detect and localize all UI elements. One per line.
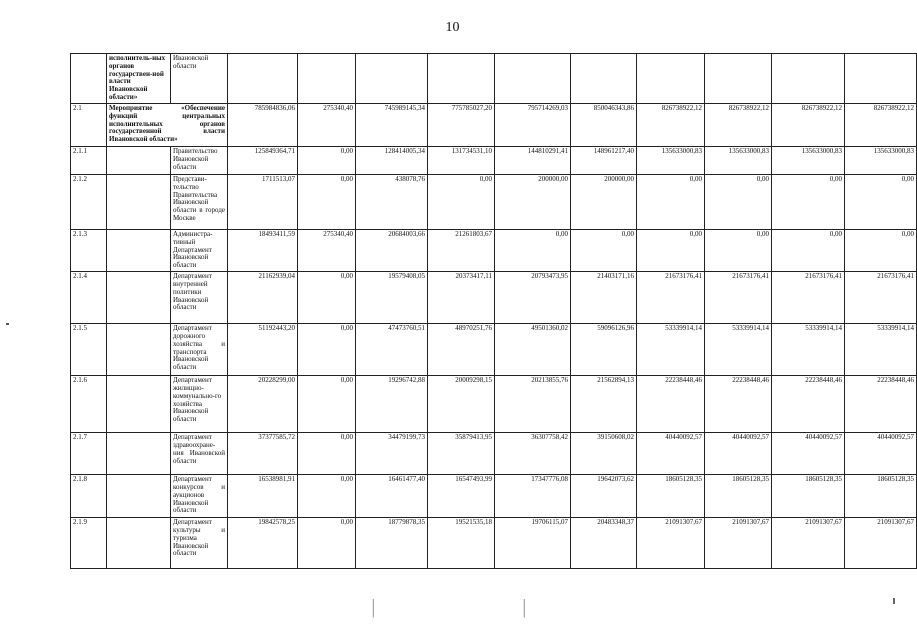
amount-cell: 20793473,95	[495, 272, 571, 324]
row-index: 2.1.5	[71, 324, 107, 376]
amount-cell: 0,00	[428, 175, 495, 230]
amount-cell: 826738922,12	[772, 104, 845, 147]
amount-cell: 745989145,34	[356, 104, 428, 147]
row-executor: Департамент внутренней политики Ивановской области	[171, 272, 228, 324]
amount-cell: 0,00	[298, 433, 356, 475]
amount-cell: 21091307,67	[845, 518, 917, 569]
budget-table	[70, 53, 917, 569]
row-executor: Ивановской области	[171, 54, 228, 104]
table-row	[71, 324, 917, 376]
row-index: 2.1.4	[71, 272, 107, 324]
amount-cell: 18605128,35	[705, 475, 772, 518]
amount-cell: 53339914,14	[772, 324, 845, 376]
row-description	[107, 147, 171, 175]
amount-cell: 22238448,46	[772, 376, 845, 433]
row-executor: Представи-тельство Правительства Ивановской области в городе Москве	[171, 175, 228, 230]
amount-cell: 51192443,20	[228, 324, 298, 376]
amount-cell: 19842578,25	[228, 518, 298, 569]
amount-cell: 40440092,57	[845, 433, 917, 475]
amount-cell: 19521535,18	[428, 518, 495, 569]
pen-mark: |	[523, 596, 525, 618]
amount-cell: 39150608,02	[571, 433, 637, 475]
amount-cell	[705, 54, 772, 104]
amount-cell: 135633000,83	[772, 147, 845, 175]
amount-cell: 18605128,35	[772, 475, 845, 518]
table-row	[71, 175, 917, 230]
amount-cell: 48970251,76	[428, 324, 495, 376]
row-index: 2.1	[71, 104, 107, 147]
row-index: 2.1.7	[71, 433, 107, 475]
amount-cell: 22238448,46	[705, 376, 772, 433]
amount-cell: 21091307,67	[772, 518, 845, 569]
row-description	[107, 324, 171, 376]
amount-cell: 20213855,76	[495, 376, 571, 433]
amount-cell	[495, 54, 571, 104]
row-executor: Департамент культуры и туризма Ивановской области	[171, 518, 228, 569]
amount-cell: 21091307,67	[705, 518, 772, 569]
amount-cell: 438078,76	[356, 175, 428, 230]
row-executor: Администра-тивный Департамент Ивановской области	[171, 230, 228, 272]
amount-cell: 0,00	[298, 175, 356, 230]
amount-cell: 20684003,66	[356, 230, 428, 272]
amount-cell: 22238448,46	[637, 376, 705, 433]
amount-cell: 0,00	[637, 175, 705, 230]
row-description: Мероприятие «Обеспечение функций центральных исполнительных органов государственной власти Ивановской области»	[107, 104, 228, 147]
amount-cell: 128414005,34	[356, 147, 428, 175]
amount-cell: 0,00	[298, 475, 356, 518]
amount-cell	[637, 54, 705, 104]
amount-cell: 20373417,11	[428, 272, 495, 324]
amount-cell: 0,00	[772, 230, 845, 272]
amount-cell: 21673176,41	[637, 272, 705, 324]
amount-cell: 20228299,00	[228, 376, 298, 433]
row-index: 2.1.6	[71, 376, 107, 433]
amount-cell: 19296742,88	[356, 376, 428, 433]
amount-cell: 135633000,83	[705, 147, 772, 175]
amount-cell	[298, 54, 356, 104]
amount-cell: 21403171,16	[571, 272, 637, 324]
table-row	[71, 104, 917, 147]
amount-cell: 148961217,40	[571, 147, 637, 175]
row-index: 2.1.3	[71, 230, 107, 272]
amount-cell	[228, 54, 298, 104]
amount-cell: 0,00	[298, 272, 356, 324]
amount-cell: 35879413,95	[428, 433, 495, 475]
amount-cell: 21162939,04	[228, 272, 298, 324]
amount-cell: 275340,40	[298, 104, 356, 147]
amount-cell: 0,00	[571, 230, 637, 272]
row-index: 2.1.8	[71, 475, 107, 518]
amount-cell: 144810291,41	[495, 147, 571, 175]
amount-cell: 0,00	[298, 376, 356, 433]
table-row	[71, 518, 917, 569]
amount-cell: 0,00	[845, 175, 917, 230]
amount-cell: 18779878,35	[356, 518, 428, 569]
amount-cell: 826738922,12	[637, 104, 705, 147]
amount-cell: 49501360,02	[495, 324, 571, 376]
amount-cell: 200000,00	[495, 175, 571, 230]
amount-cell: 21673176,41	[845, 272, 917, 324]
amount-cell: 135633000,83	[637, 147, 705, 175]
amount-cell: 18605128,35	[845, 475, 917, 518]
amount-cell: 19706115,07	[495, 518, 571, 569]
amount-cell: 34479199,73	[356, 433, 428, 475]
scan-speck	[893, 598, 895, 604]
amount-cell: 21673176,41	[705, 272, 772, 324]
row-description	[107, 376, 171, 433]
amount-cell: 21261803,67	[428, 230, 495, 272]
amount-cell: 53339914,14	[705, 324, 772, 376]
row-executor: Департамент дорожного хозяйства и транспорта Ивановской области	[171, 324, 228, 376]
amount-cell: 40440092,57	[705, 433, 772, 475]
row-index: 2.1.9	[71, 518, 107, 569]
amount-cell: 16547493,99	[428, 475, 495, 518]
amount-cell: 826738922,12	[845, 104, 917, 147]
table-row	[71, 475, 917, 518]
row-description: исполнитель-ных органов государствен-ной власти Ивановской области»	[107, 54, 171, 104]
amount-cell: 0,00	[705, 230, 772, 272]
amount-cell: 18605128,35	[637, 475, 705, 518]
row-index: 2.1.1	[71, 147, 107, 175]
amount-cell: 0,00	[772, 175, 845, 230]
pen-mark: |	[372, 596, 374, 618]
amount-cell: 795714269,03	[495, 104, 571, 147]
table-row	[71, 376, 917, 433]
row-executor: Департамент здравоохране-ния Ивановской области	[171, 433, 228, 475]
amount-cell: 0,00	[495, 230, 571, 272]
amount-cell: 0,00	[298, 147, 356, 175]
scan-speck	[6, 323, 9, 325]
amount-cell: 16461477,40	[356, 475, 428, 518]
amount-cell: 0,00	[298, 324, 356, 376]
table-row	[71, 54, 917, 104]
amount-cell: 125849364,71	[228, 147, 298, 175]
amount-cell: 16538981,91	[228, 475, 298, 518]
amount-cell: 0,00	[845, 230, 917, 272]
amount-cell: 21673176,41	[772, 272, 845, 324]
table-row	[71, 230, 917, 272]
amount-cell: 21091307,67	[637, 518, 705, 569]
amount-cell: 775785027,20	[428, 104, 495, 147]
row-description	[107, 433, 171, 475]
amount-cell: 850046343,86	[571, 104, 637, 147]
table-row	[71, 272, 917, 324]
amount-cell: 20483348,37	[571, 518, 637, 569]
amount-cell: 200000,00	[571, 175, 637, 230]
amount-cell: 19642073,62	[571, 475, 637, 518]
amount-cell: 275340,40	[298, 230, 356, 272]
row-description	[107, 475, 171, 518]
row-description	[107, 272, 171, 324]
amount-cell: 17347776,08	[495, 475, 571, 518]
amount-cell: 131734531,10	[428, 147, 495, 175]
amount-cell: 36307758,42	[495, 433, 571, 475]
amount-cell	[772, 54, 845, 104]
row-description	[107, 518, 171, 569]
amount-cell: 22238448,46	[845, 376, 917, 433]
row-index: 2.1.2	[71, 175, 107, 230]
amount-cell: 135633000,83	[845, 147, 917, 175]
amount-cell: 20009298,15	[428, 376, 495, 433]
amount-cell: 53339914,14	[637, 324, 705, 376]
amount-cell	[356, 54, 428, 104]
amount-cell	[845, 54, 917, 104]
amount-cell: 47473760,51	[356, 324, 428, 376]
amount-cell: 37377585,72	[228, 433, 298, 475]
amount-cell: 18493411,59	[228, 230, 298, 272]
row-executor: Департамент жилищно-коммунально-го хозяйства Ивановской области	[171, 376, 228, 433]
amount-cell: 826738922,12	[705, 104, 772, 147]
table-body	[71, 54, 917, 569]
row-description	[107, 175, 171, 230]
amount-cell: 785984836,06	[228, 104, 298, 147]
row-executor: Департамент конкурсов и аукционов Ивановской области	[171, 475, 228, 518]
row-description	[107, 230, 171, 272]
table-row	[71, 147, 917, 175]
amount-cell	[428, 54, 495, 104]
amount-cell: 53339914,14	[845, 324, 917, 376]
amount-cell: 0,00	[705, 175, 772, 230]
amount-cell: 40440092,57	[637, 433, 705, 475]
amount-cell: 0,00	[298, 518, 356, 569]
amount-cell: 59096126,96	[571, 324, 637, 376]
row-executor: Правительство Ивановской области	[171, 147, 228, 175]
amount-cell: 21562894,13	[571, 376, 637, 433]
page-number: 10	[445, 20, 460, 35]
row-index	[71, 54, 107, 104]
amount-cell: 40440092,57	[772, 433, 845, 475]
amount-cell: 1711513,07	[228, 175, 298, 230]
amount-cell: 0,00	[637, 230, 705, 272]
amount-cell: 19579408,05	[356, 272, 428, 324]
table-row	[71, 433, 917, 475]
amount-cell	[571, 54, 637, 104]
